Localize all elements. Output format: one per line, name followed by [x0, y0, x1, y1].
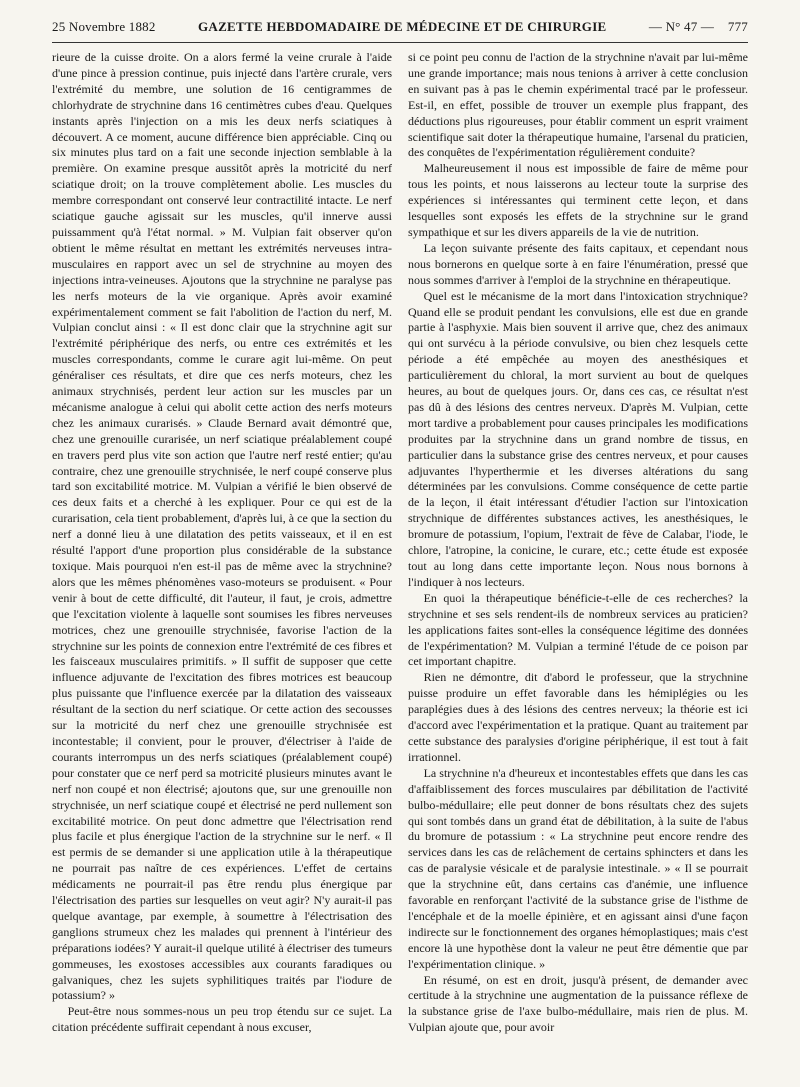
- paragraph: En quoi la thérapeutique bénéficie-t-elle de ces recherches? la strychnine et ses sels rendent-ils de nombreux services au praticien? les applications faites sont-elles la conséquence légitime des données de l'expérimentation? M. Vulpian a terminé l'étude de ce poison par cet important chapitre.: [408, 590, 748, 669]
- page-header: [52, 12, 748, 43]
- text-columns: [52, 50, 748, 1073]
- page-number: 777: [727, 19, 748, 34]
- left-column: [52, 50, 392, 1073]
- paragraph: La leçon suivante présente des faits capitaux, et cependant nous nous bornerons en quelque sorte à en faire l'énumération, pressé que nous sommes d'arriver à l'emploi de la strychnine en thérapeutique.: [408, 240, 748, 287]
- paragraph: Quel est le mécanisme de la mort dans l'intoxication strychnique? Quand elle se produit pendant les convulsions, elle est due en grande partie à l'asphyxie. Mais bien souvent il arrive que, chez des animaux qui ont survécu à la période convulsive, ou bien chez lesquels cette période a été empêchée au moyen des anesthésiques et particulièrement du chloral, la mort survient au bout de quelques heures, au bout de quelques jours. Or, dans ces cas, ce résultat n'est pas dû à des lésions des centres nerveux. D'après M. Vulpian, cette mort tardive a probablement pour causes principales les modifications produites par la strychnine dans un grand nombre de tissus, en particulier dans la substance grise des centres nerveux, et pour causes adjuvantes l'hyperthermie et les diverses altérations du sang déterminées par les convulsions. Comme conséquence de cette partie de la leçon, il était intéressant d'étudier l'action sur l'intoxication strychnique de différentes substances actives, les anesthésiques, le bromure de potassium, l'opium, l'extrait de fève de Calabar, l'iode, le chlore, l'atropine, la conicine, le curare, etc.; cette étude est exposée tout au long dans cette importante leçon. Nous nous bornons à l'indiquer à nos lecteurs.: [408, 288, 748, 589]
- paragraph: Peut-être nous sommes-nous un peu trop étendu sur ce sujet. La citation précédente suffirait cependant à nous excuser,: [52, 1004, 392, 1035]
- paragraph: Malheureusement il nous est impossible de faire de même pour tous les points, et nous laisserons au lecteur toute la surprise des expériences si intéressantes qui terminent cette leçon, et dans lesquelles sont exposés les effets de la strychnine sur le grand sympathique et sur les divers appareils de la vie de nutrition.: [408, 161, 748, 239]
- paragraph: si ce point peu connu de l'action de la strychnine n'avait par lui-même une grande importance; mais nous tenions à arriver à cette conclusion en suivant pas à pas le chemin expérimental tracé par le professeur. Est-il, en effet, possible de trouver un exemple plus frappant, des déductions plus rigoureuses, pour établir comment un esprit vraiment scientifique sait doter la thérapeutique humaine, l'arsenal du praticien, des conquêtes de l'expérimentation régulièrement conduite?: [408, 50, 748, 160]
- journal-title: GAZETTE HEBDOMADAIRE DE MÉDECINE ET DE CHIRURGIE: [197, 19, 607, 34]
- header-page: [649, 19, 748, 35]
- issue-number: — N° 47 —: [648, 19, 715, 34]
- right-column: [408, 50, 748, 1073]
- paragraph: Rien ne démontre, dit d'abord le professeur, que la strychnine puisse produire un effet favorable dans les hémiplégies ou les paraplégies dues à des lésions des centres nerveux; la théorie est ici d'accord avec l'expérimentation et la pratique. Quant au traitement par cette substance des paralysies d'origine périphérique, il est tout à fait irrationnel.: [408, 670, 748, 764]
- paragraph: rieure de la cuisse droite. On a alors fermé la veine crurale à l'aide d'une pince à pression continue, puis injecté dans l'artère crurale, vers l'extrémité du membre, une solution de 16 centigrammes de chlorhydrate de strychnine dans 16 centimètres cubes d'eau. Quelques instants après l'injection on a mis les deux nerfs sciatiques à découvert. A ce moment, aucune différence bien appréciable. Cinq ou six minutes plus tard on a fait une seconde injection semblable à la première. On examine presque aussitôt après la motricité du nerf sciatique droit; on la trouve complètement abolie. Les muscles du membre correspondant ont conservé leur contractilité intacte. Le nerf sciatique gauche agissait sur les muscles, qu'il innerve aussi puissamment qu'à l'état normal. » M. Vulpian fait observer qu'on obtient le même résultat en mettant les extrémités nerveuses intra-musculaires en rapport avec un sel de strychnine au moyen des injections intra-veineuses. Ajoutons que la strychnine ne paralyse pas les nerfs moteurs de la vie organique. Après avoir examiné expérimentalement comment se fait l'abolition de l'action du nerf, M. Vulpian conclut ainsi : « Il est donc clair que la strychnine agit sur l'extrémité périphérique des nerfs, ou entre ces extrémités et les muscles correspondants, comme le curare agit lui-même. On peut généraliser ces résultats, et dire que ces nerfs moteurs, chez les animaux strychnisés, perdent leur action sur les muscles par un mécanisme analogue à celui qui abolit cette action des nerfs moteurs chez les animaux curarisés. » Claude Bernard avait démontré que, chez une grenouille curarisée, un nerf sciatique préalablement coupé en travers perd plus vite son action que l'autre nerf resté entier; qu'au contraire, chez une grenouille strychnisée, le nerf coupé conserve plus tard son excitabilité motrice. M. Vulpian a vérifié le bien observé de ces deux faits et a cherché à les expliquer. Pour ce qui est de la curarisation, cela tient probablement, d'après lui, à ce que la section du nerf a donné lieu à une dilatation des petits vaisseaux, et il en est résulté l'apport d'une proportion plus considérable de la substance toxique. Mais pourquoi n'en est-il pas de même avec la strychnine? alors que les mêmes phénomènes vaso-moteurs se produisent. « Pour venir à bout de cette difficulté, dit l'auteur, il faut, je crois, admettre que l'excitation violente à laquelle sont soumises les fibres nerveuses motrices, chez une grenouille strychnisée, favorise l'action de la strychnine sur les points de connexion entre l'extrémité de ces fibres et les faisceaux musculaires primitifs. » Il suffit de supposer que cette influence adjuvante de l'excitation des fibres motrices est beaucoup plus puissante que l'influence exercée par la dilatation des vaisseaux résultant de la section du nerf sciatique. Or cette action des secousses sur la motricité du nerf chez une grenouille strychnisée est incontestable; il convient, pour le prouver, d'électriser à l'aide de courants interrompus un des nerfs sciatiques (préalablement coupé) pour constater que ce nerf perd sa motricité plusieurs minutes avant le nerf non coupé et non électrisé; ajoutons que, sur une grenouille non strychnisée, un nerf sciatique coupé et électrisé ne perd nullement son excitabilité motrice. On peut donc admettre que l'électrisation rend plus facile et plus énergique l'action de la strychnine sur le nerf. « Il est permis de se demander si une application utile à la thérapeutique ne pourrait pas naître de ces expériences. L'effet de certains médicaments ne pourrait-il pas être rendu plus énergique par l'électrisation des parties sur lesquelles on veut agir? N'y aurait-il pas quelque avantage, par exemple, à soumettre à l'électrisation des ganglions strumeux chez les malades qui prennent à l'intérieur des préparations iodées? Y aurait-il quelque utilité à électriser des tumeurs gommeuses, les exostoses accessibles aux courants faradiques ou galvaniques, chez les sujets syphilitiques traités par l'iodure de potassium? »: [52, 50, 392, 1003]
- paragraph: En résumé, on est en droit, jusqu'à présent, de demander avec certitude à la strychnine une augmentation de la puissance réflexe de la substance grise de l'axe bulbo-médullaire, mais rien de plus. M. Vulpian ajoute que, pour avoir: [408, 972, 748, 1035]
- paragraph: La strychnine n'a d'heureux et incontestables effets que dans les cas d'affaiblissement des forces musculaires par débilitation de l'activité bulbo-médullaire; elle peut donner de bons résultats chez des sujets qui sont tombés dans un grand état de débilitation, à la suite de l'abus du bromure de potassium : « La strychnine peut encore rendre des services dans les cas de relâchement de certains sphincters et dans les cas de paralysie vésicale et de paralysie intestinale. » « Il se pourrait que la strychnine eût, dans certains cas d'anémie, une influence favorable en renforçant l'activité de la substance grise de l'isthme de l'encéphale et de la moelle épinière, et en agissant ainsi d'une façon indirecte sur le fonctionnement des organes hémoplastiques; mais c'est encore là une hypothèse dont la valeur ne peut être démentie que par l'expérimentation clinique. »: [408, 765, 748, 971]
- header-date: 25 Novembre 1882: [52, 19, 156, 34]
